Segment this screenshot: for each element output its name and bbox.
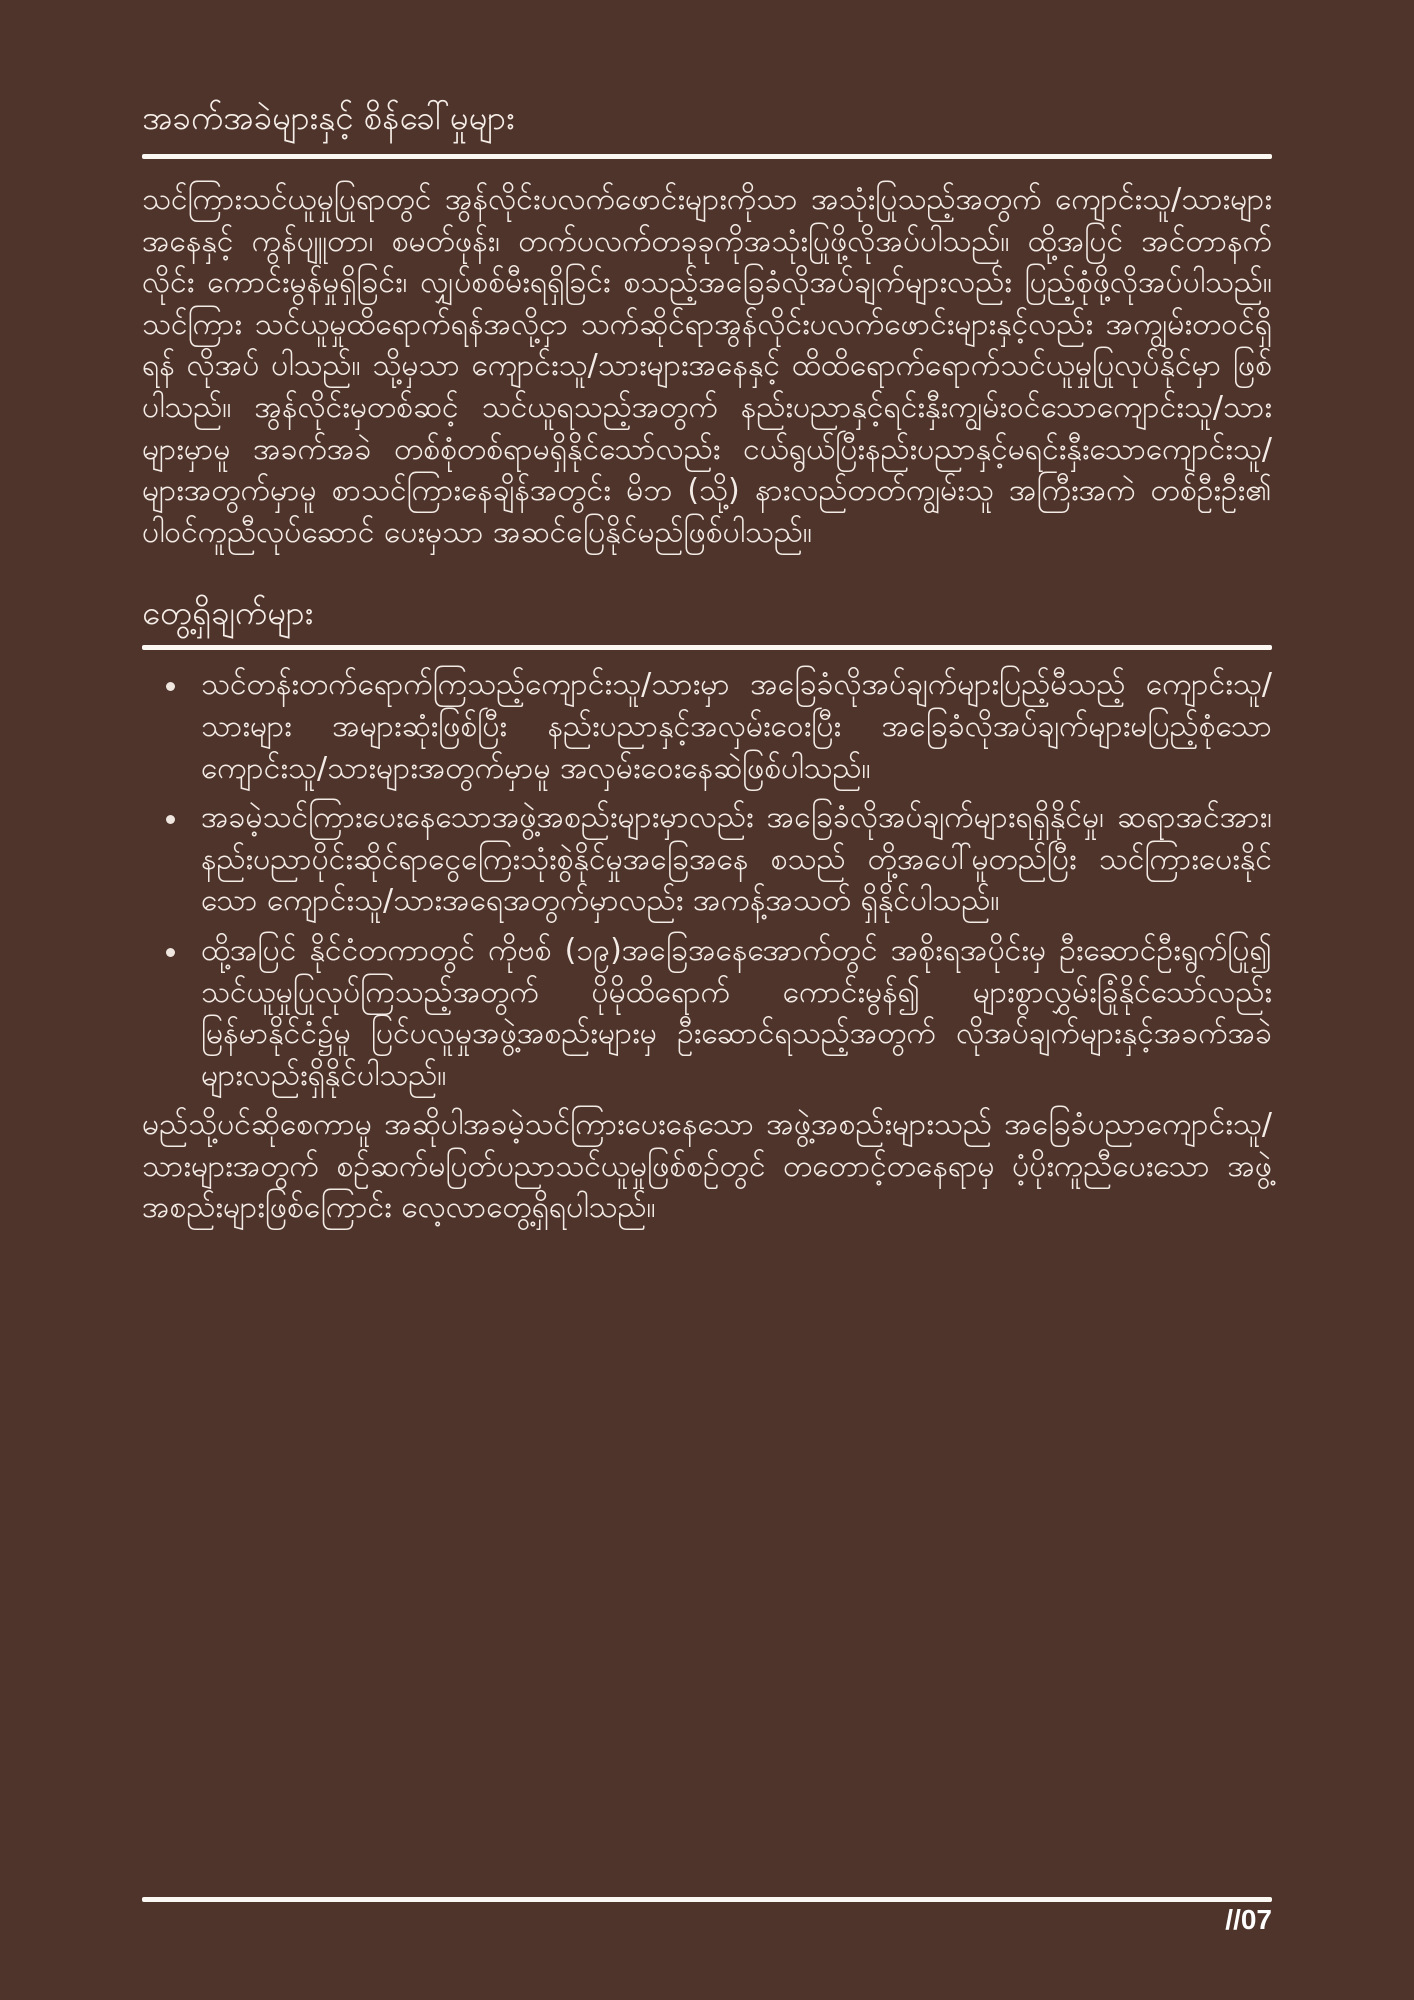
divider bbox=[142, 645, 1272, 650]
list-item bbox=[142, 664, 1272, 789]
page-content bbox=[142, 88, 1272, 1229]
list-item-text: ထို့အပြင် နိုင်ငံတကာတွင် ကိုဗစ် (၁၉)အခြေအနေအောက်တွင် အစိုးရအပိုင်းမှ ဦးဆောင်ဦးရွက်ပြု၍ သင်ယူမှုပြုလုပ်ကြသည့်အတွက် ပိုမိုထိရောက် ကောင်းမွန်၍ များစွာလွှမ်းခြုံနိုင်သော်လည်း မြန်မာနိုင်ငံ၌မူ ပြင်ပလူမှုအဖွဲ့အစည်းများမှ ဦးဆောင်ရသည့်အတွက် လိုအပ်ချက်များနှင့်အခက်အခဲများလည်းရှိနိုင်ပါသည်။ bbox=[201, 932, 1272, 1093]
section-title-challenges: အခက်အခဲများနှင့် စိန်ခေါ်မှုများ bbox=[142, 98, 515, 137]
bullet-icon bbox=[166, 682, 175, 691]
list-item bbox=[142, 930, 1272, 1096]
list-item-text: သင်တန်းတက်ရောက်ကြသည့်ကျောင်းသူ/သားမှာ အခြေခံလိုအပ်ချက်များပြည့်မီသည့် ကျောင်းသူ/သားများ အများဆုံးဖြစ်ပြီး နည်းပညာနှင့်အလှမ်းဝေးပြီး အခြေခံလိုအပ်ချက်များမပြည့်စုံသော ကျောင်းသူ/သားများအတွက်မှာမူ အလှမ်းဝေးနေဆဲဖြစ်ပါသည်။ bbox=[201, 667, 1272, 786]
bullet-icon bbox=[166, 948, 175, 957]
bullet-icon bbox=[166, 815, 175, 824]
challenges-paragraph: သင်ကြားသင်ယူမှုပြုရာတွင် အွန်လိုင်းပလက်ဖောင်းများကိုသာ အသုံးပြုသည့်အတွက် ကျောင်းသူ/သားများ အနေနှင့် ကွန်ပျူတာ၊ စမတ်ဖုန်း၊ တက်ပလက်တခုခုကိုအသုံးပြုဖို့လိုအပ်ပါသည်။ ထို့အပြင် အင်တာနက်လိုင်း ကောင်းမွန်မှုရှိခြင်း၊ လျှပ်စစ်မီးရရှိခြင်း စသည့်အခြေခံလိုအပ်ချက်များလည်း ပြည့်စုံဖို့လိုအပ်ပါသည်။ သင်ကြား သင်ယူမှုထိရောက်ရန်အလို့ငှာ သက်ဆိုင်ရာအွန်လိုင်းပလက်ဖောင်းများနှင့်လည်း အကျွမ်းတဝင်ရှိရန် လိုအပ် ပါသည်။ သို့မှသာ ကျောင်းသူ/သားများအနေနှင့် ထိထိရောက်ရောက်သင်ယူမှုပြုလုပ်နိုင်မှာ ဖြစ်ပါသည်။ အွန်လိုင်းမှတစ်ဆင့် သင်ယူရသည့်အတွက် နည်းပညာနှင့်ရင်းနှီးကျွမ်းဝင်သောကျောင်းသူ/သားများမှာမူ အခက်အခဲ တစ်စုံတစ်ရာမရှိနိုင်သော်လည်း ငယ်ရွယ်ပြီးနည်းပညာနှင့်မရင်းနှီးသောကျောင်းသူ/များအတွက်မှာမူ စာသင်ကြားနေချိန်အတွင်း မိဘ (သို့) နားလည်တတ်ကျွမ်းသူ အကြီးအကဲ တစ်ဦးဦး၏ ပါဝင်ကူညီလုပ်ဆောင် ပေးမှသာ အဆင်ပြေနိုင်မည်ဖြစ်ပါသည်။ bbox=[142, 182, 1272, 550]
conclusion-paragraph: မည်သို့ပင်ဆိုစေကာမူ အဆိုပါအခမဲ့သင်ကြားပေးနေသော အဖွဲ့အစည်းများသည် အခြေခံပညာကျောင်းသူ/သားများအတွက် စဉ်ဆက်မပြတ်ပညာသင်ယူမှုဖြစ်စဉ်တွင် တတောင့်တနေရာမှ ပံ့ပိုးကူညီပေးသော အဖွဲ့အစည်းများဖြစ်ကြောင်း လေ့လာတွေ့ရှိရပါသည်။ bbox=[142, 1107, 1272, 1226]
list-item-text: အခမဲ့သင်ကြားပေးနေသောအဖွဲ့အစည်းများမှာလည်း အခြေခံလိုအပ်ချက်များရရှိနိုင်မှု၊ ဆရာအင်အား၊ နည်းပညာပိုင်းဆိုင်ရာငွေကြေးသုံးစွဲနိုင်မှုအခြေအနေ စသည် တို့အပေါ်မူတည်ပြီး သင်ကြားပေးနိုင်သော ကျောင်းသူ/သားအရေအတွက်မှာလည်း အကန့်အသတ် ရှိနိုင်ပါသည်။ bbox=[201, 800, 1272, 919]
list-item bbox=[142, 797, 1272, 922]
divider bbox=[142, 154, 1272, 159]
section-title-findings: တွေ့ရှိချက်များ bbox=[142, 593, 314, 633]
page-number: //07 bbox=[1225, 1904, 1272, 1935]
footer-divider bbox=[142, 1897, 1272, 1902]
findings-list bbox=[142, 664, 1272, 1096]
